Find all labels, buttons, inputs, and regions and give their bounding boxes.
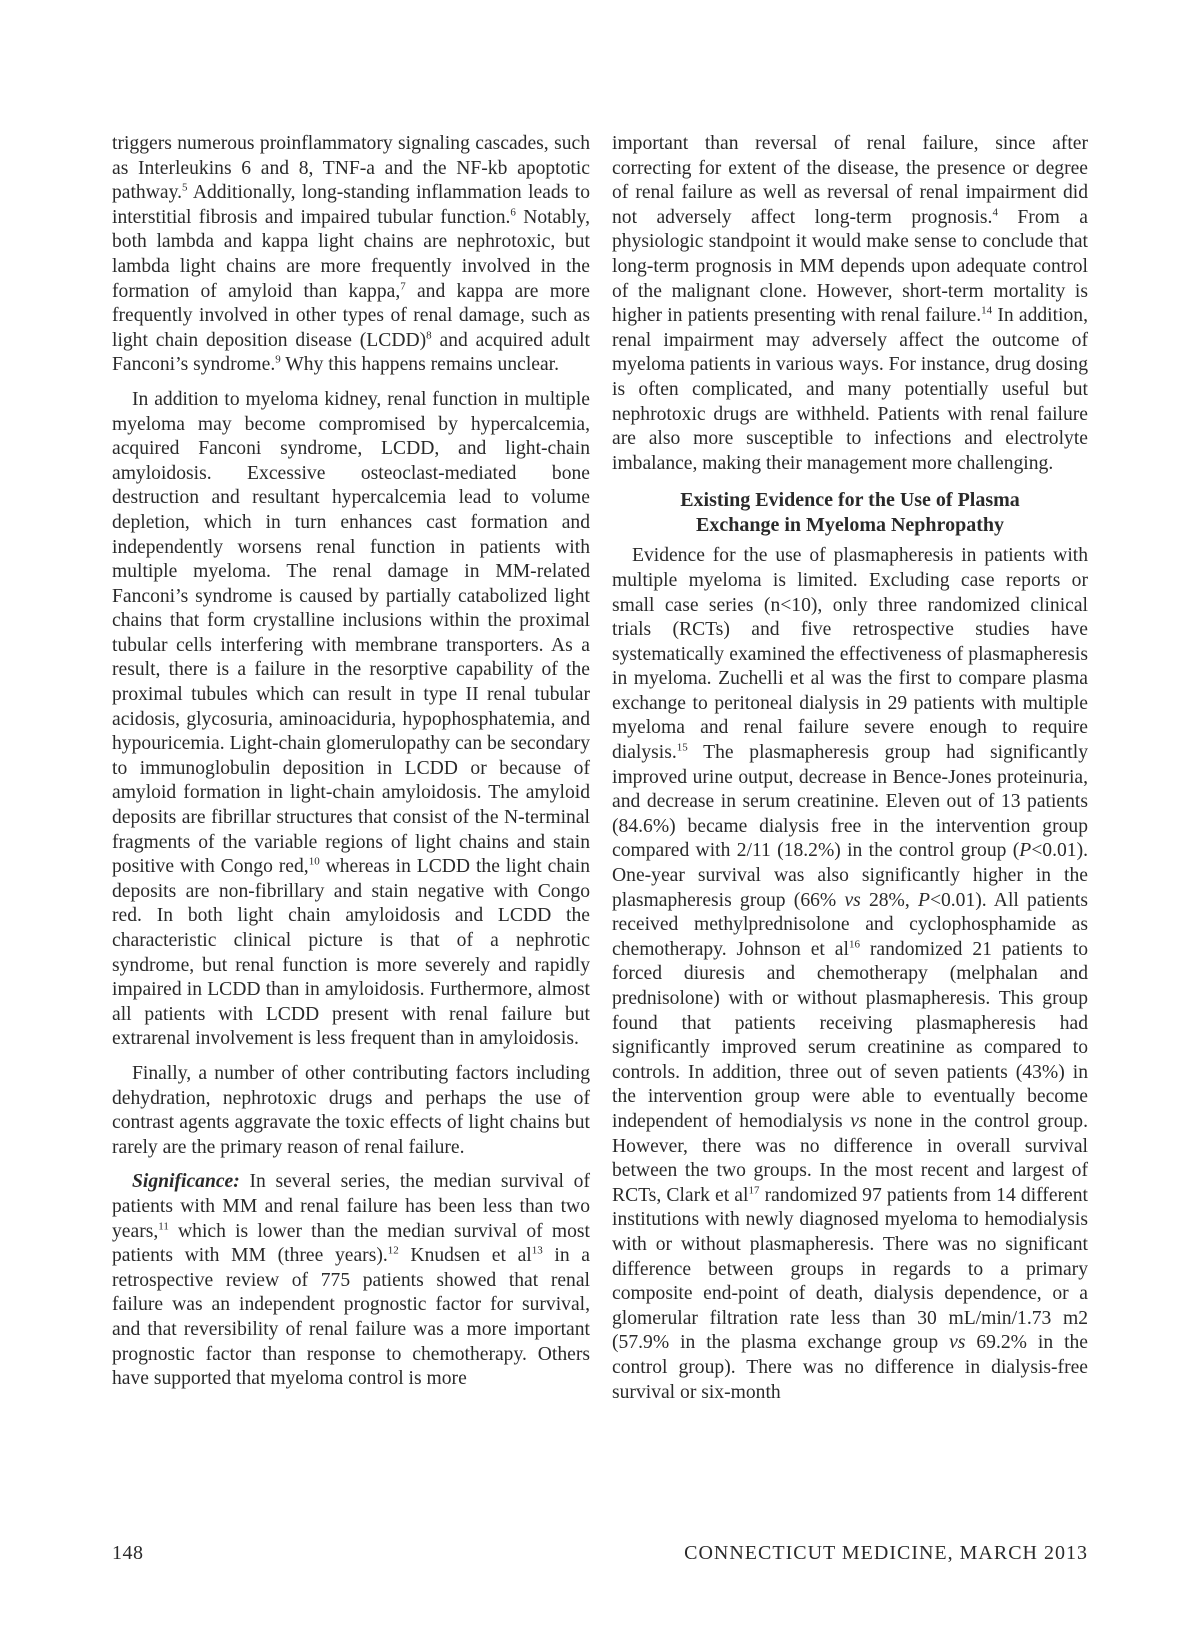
paragraph-significance: Significance: In several series, the median survival of patients with MM and renal failure has been less than two years,$^{11}$ which is lower than the median survival of most patients with MM (three years).$^{12}$ Knudsen et $al^{13}$ in a retrospective review of 775 patients showed that renal failure was an independent prognostic factor for survival, and that reversibility of renal failure was a more important prognostic factor than response to chemotherapy. Others have supported that myeloma control is more (112, 1171, 590, 1390)
ref-superscript: 6 (510, 206, 516, 219)
paragraph-prognosis: important than reversal of renal failure, since after correcting for extent of the disease, the presence or degree of renal failure as well as reversal of renal impairment did not adversely affect long-term prognosis.$^4$ From a physiologic standpoint it would make sense to conclude that long-term prognosis in MM depends upon adequate control of the malignant clone. However, short-term mortality is higher in patients presenting with renal failure.$^{14}$ In addition, renal impairment may adversely affect the outcome of myeloma patients in various ways. For instance, drug dosing is often complicated, and many potentially useful but nephrotoxic drugs are withheld. Patients with renal failure are also more susceptible to infections and electrolyte imbalance, making their management more challenging. (612, 133, 1088, 474)
ref-superscript: 8 (426, 329, 432, 342)
ref-superscript: 7 (400, 280, 406, 293)
ref-superscript: 5 (182, 181, 188, 194)
ref-superscript: 4 (992, 206, 998, 219)
left-column (112, 132, 590, 1392)
paragraph-renal-function: In addition to myeloma kidney, renal function in multiple myeloma may become compromised by hypercalcemia, acquired Fanconi syndrome, LCDD, and light-chain amyloidosis. Excessive osteoclast-mediated bone destruction and resultant hypercalcemia lead to volume depletion, which in turn enhances cast formation and independently worsens renal function in patients with multiple myeloma. The renal damage in MM-related Fanconi’s syndrome is caused by partially catabolized light chains that form crystalline inclusions within the proximal tubular cells interfering with membrane transporters. As a result, there is a failure in the resorptive capability of the proximal tubules which can result in type II renal tubular acidosis, glycosuria, aminoaciduria, hypophosphatemia, and hypouricemia. Light-chain glomerulopathy can be secondary to immunoglobulin deposition in LCDD or because of amyloid formation in light-chain amyloidosis. The amyloid deposits are fibrillar structures that consist of the N-terminal fragments of the variable regions of light chains and stain positive with Congo red,$^{10}$ whereas in LCDD the light chain deposits are non-fibrillary and stain negative with Congo red. In both light chain amyloidosis and LCDD the characteristic clinical picture is that of a nephrotic syndrome, but renal function is more severely and rapidly impaired in LCDD than in amyloidosis. Furthermore, almost all patients with LCDD present with renal failure but extrarenal involvement is less frequent than in amyloidosis. (112, 388, 591, 1050)
journal-footer: CONNECTICUT MEDICINE, MARCH 2013 (684, 1542, 1088, 1564)
significance-label: Significance: (132, 1171, 240, 1193)
paragraph-contributing-factors: Finally, a number of other contributing factors including dehydration, nephrotoxic drugs and perhaps the use of contrast agents aggravate the toxic effects of light chains but rarely are the primary reason of renal failure. (112, 1062, 590, 1158)
page-number: 148 (112, 1542, 144, 1564)
ref-superscript: 15 (676, 741, 688, 754)
right-column (612, 132, 1088, 1405)
ref-superscript: 14 (981, 304, 993, 317)
ref-superscript: 17 (748, 1184, 760, 1197)
paragraph-inflammation: triggers numerous proinflammatory signaling cascades, such as Interleukins 6 and 8, TNF-a and the NF-kb apoptotic pathway.$^5$ Additionally, long-standing inflammation leads to interstitial fibrosis and impaired tubular function.$^6$ Notably, both lambda and kappa light chains are nephrotoxic, but lambda light chains are more frequently involved in the formation of amyloid than kappa,$^7$ and kappa are more frequently involved in other types of renal damage, such as light chain deposition disease (LCDD)$^8$ and acquired adult Fanconi’s syndrome.$^9$ Why this happens remains unclear. (112, 133, 590, 376)
ref-superscript: 12 (387, 1244, 399, 1257)
ref-superscript: 10 (308, 855, 320, 868)
ref-superscript: 9 (275, 353, 281, 366)
ref-superscript: 11 (158, 1220, 169, 1232)
ref-superscript: 16 (848, 938, 860, 951)
paragraph-evidence: Evidence for the use of plasmapheresis in patients with multiple myeloma is limited. Excluding case reports or small case series (n<10), only three randomized clinical trials (RCTs) and five retrospective studies have systematically examined the effectiveness of plasmapheresis in myeloma. Zuchelli et al was the first to compare plasma exchange to peritoneal dialysis in 29 patients with multiple myeloma and renal failure severe enough to require dialysis.$^{15}$ The plasmapheresis group had significantly improved urine output, decrease in Bence-Jones proteinuria, and decrease in serum creatinine. Eleven out of 13 patients (84.6%) became dialysis free in the intervention group compared with 2/11 (18.2%) in the control group (P<0.01). One-year survival was also significantly higher in the plasmapheresis group (66% vs 28%, P<0.01). All patients received methylprednisolone and cyclophosphamide as chemotherapy. Johnson et $al^{16}$ randomized 21 patients to forced diuresis and chemotherapy (melphalan and prednisolone) with or without plasmapheresis. This group found that patients receiving plasmapheresis had significantly improved serum creatinine as compared to controls. In addition, three out of seven patients (43%) in the intervention group were able to eventually become independent of hemodialysis vs none in the control group. However, there was no difference in overall survival between the two groups. In the most recent and largest of RCTs, Clark et $al^{17}$ randomized 97 patients from 14 different institutions with newly diagnosed myeloma to hemodialysis with or without plasmapheresis. There was no significant difference between groups in regards to a primary composite end-point of death, dialysis dependence, or a glomerular filtration rate less than 30 mL/min/1.73 m2 (57.9% in the plasma exchange group vs 69.2% in the control group). There was no difference in dialysis-free survival or six-month (612, 545, 1089, 1403)
section-heading: Existing Evidence for the Use of Plasma Exchange in Myeloma Nephropathy (680, 489, 1020, 537)
ref-superscript: 13 (531, 1244, 543, 1257)
